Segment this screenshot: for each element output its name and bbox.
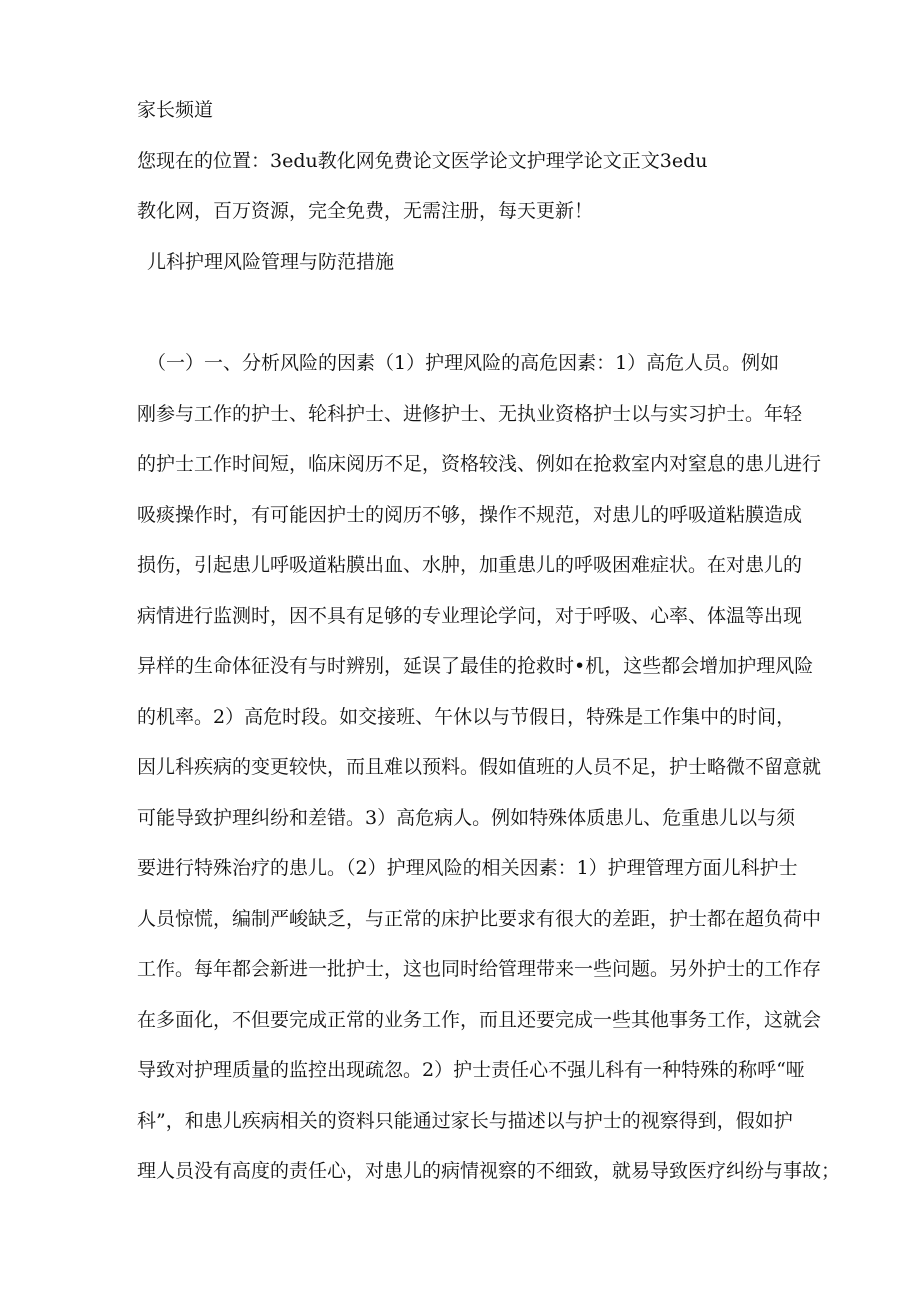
body-line: （一）一、分析风险的因素（1）护理风险的高危因素：1）高危人员。例如: [147, 352, 780, 374]
body-line: 在多面化，不但要完成正常的业务工作，而且还要完成一些其他事务工作，这就会: [137, 1009, 822, 1031]
body-line: 的机率。2）高危时段。如交接班、午休以与节假日，特殊是工作集中的时间，: [137, 706, 796, 728]
body-line: 科”，和患儿疾病相关的资料只能通过家长与描述以与护士的视察得到，假如护: [137, 1110, 793, 1132]
body-line: 吸痰操作时，有可能因护士的阅历不够，操作不规范，对患儿的呼吸道粘膜造成: [137, 504, 803, 526]
location-line-2: 教化网，百万资源，完全免费，无需注册，每天更新！: [137, 200, 594, 222]
body-line: 理人员没有高度的责任心，对患儿的病情视察的不细致，就易导致医疗纠纷与事故；: [137, 1160, 841, 1182]
body-line: 因儿科疾病的变更较快，而且难以预料。假如值班的人员不足，护士略微不留意就: [137, 756, 822, 778]
body-line: 人员惊慌，编制严峻缺乏，与正常的床护比要求有很大的差距，护士都在超负荷中: [137, 908, 822, 930]
body-line: 要进行特殊治疗的患儿。（2）护理风险的相关因素：1）护理管理方面儿科护士: [137, 857, 798, 879]
body-line: 刚参与工作的护士、轮科护士、进修护士、无执业资格护士以与实习护士。年轻: [137, 403, 803, 425]
body-line: 的护士工作时间短，临床阅历不足，资格较浅、例如在抢救室内对窒息的患儿进行: [137, 453, 822, 475]
body-line: 损伤，引起患儿呼吸道粘膜出血、水肿，加重患儿的呼吸困难症状。在对患儿的: [137, 554, 803, 576]
location-line-1: 您现在的位置：3edu教化网免费论文医学论文护理学论文正文3edu: [137, 150, 708, 172]
body-line: 异样的生命体征没有与时辨别，延误了最佳的抢救时•机，这些都会增加护理风险: [137, 655, 814, 677]
article-title: 儿科护理风险管理与防范措施: [147, 251, 395, 273]
body-line: 可能导致护理纠纷和差错。3）高危病人。例如特殊体质患儿、危重患儿以与须: [137, 807, 796, 829]
body-line: 导致对护理质量的监控出现疏忽。2）护士责任心不强儿科有一种特殊的称呼“哑: [137, 1059, 805, 1081]
body-line: 病情进行监测时，因不具有足够的专业理论学问，对于呼吸、心率、体温等出现: [137, 605, 803, 627]
channel-label: 家长频道: [137, 99, 214, 121]
body-line: 工作。每年都会新进一批护士，这也同时给管理带来一些问题。另外护士的工作存: [137, 958, 822, 980]
